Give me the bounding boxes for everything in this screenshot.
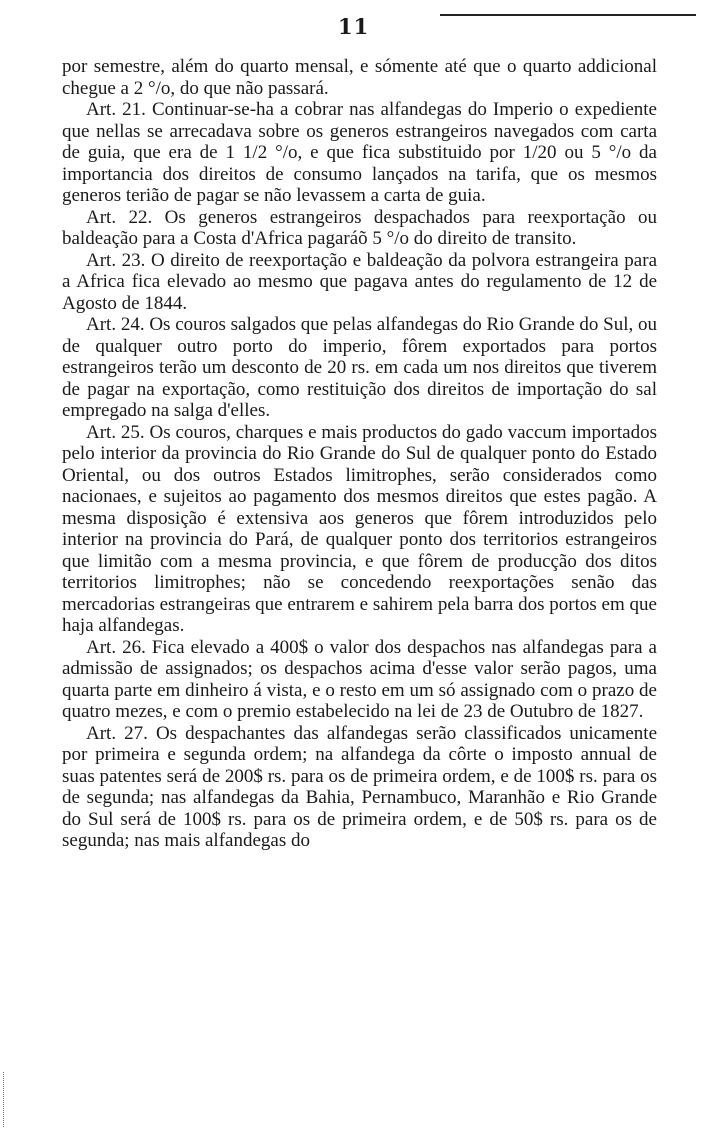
page-number: 11 xyxy=(338,14,370,39)
paragraph-art-24: Art. 24. Os couros salgados que pelas alfandegas do Rio Grande do Sul, ou de qualquer outro porto do imperio, fôrem exportados para portos estrangeiros terão um desconto de 20 rs. em cada um nos direitos que tiverem de pagar na exportação, como restituição dos direitos de importação do sal empregado na salga d'elles. xyxy=(62,314,657,421)
body-text xyxy=(62,56,657,852)
paragraph-art-25: Art. 25. Os couros, charques e mais productos do gado vaccum importados pelo interior da provincia do Rio Grande do Sul de qualquer ponto do Estado Oriental, ou dos outros Estados limitrophes, serão considerados como nacionaes, e sujeitos ao pagamento dos mesmos direitos que estes pagão. A mesma disposição é extensiva aos generos que fôrem introduzidos pelo interior na provincia do Pará, de qualquer ponto dos territorios estrangeiros que limitão com a mesma provincia, e que fôrem de producção dos ditos territorios limitrophes; não se concedendo reexportações senão das mercadorias estrangeiras que entrarem e sahirem pela barra dos portos em que haja alfandegas. xyxy=(62,421,657,636)
paragraph-art-21: Art. 21. Continuar-se-ha a cobrar nas alfandegas do Imperio o expediente que nellas se arrecadava sobre os generos estrangeiros navegados com carta de guia, que era de 1 1/2 °/o, e que fica substituido por 1/20 ou 5 °/o da importancia dos direitos de consumo lançados na tarifa, que os mesmos generos terião de pagar se não levassem a carta de guia. xyxy=(62,99,657,206)
paragraph-continuation: por semestre, além do quarto mensal, e sómente até que o quarto addicional chegue a 2 °/o, do que não passará. xyxy=(62,56,657,99)
paragraph-art-22: Art. 22. Os generos estrangeiros despachados para reexportação ou baldeação para a Costa d'Africa pagaráõ 5 °/o do direito de transito. xyxy=(62,206,657,249)
margin-marks xyxy=(3,1072,8,1127)
paragraph-art-26: Art. 26. Fica elevado a 400$ o valor dos despachos nas alfandegas para a admissão de assignados; os despachos acima d'esse valor serão pagos, uma quarta parte em dinheiro á vista, e o resto em um só assignado com o prazo de quatro mezes, e com o premio estabelecido na lei de 23 de Outubro de 1827. xyxy=(62,636,657,722)
paragraph-art-27: Art. 27. Os despachantes das alfandegas serão classificados unicamente por primeira e segunda ordem; na alfandega da côrte o imposto annual de suas patentes será de 200$ rs. para os de primeira ordem, e de 100$ rs. para os de segunda; nas alfandegas da Bahia, Pernambuco, Maranhão e Rio Grande do Sul será de 100$ rs. para os de primeira ordem, e de 50$ rs. para os de segunda; nas mais alfandegas do xyxy=(62,722,657,851)
header-rule xyxy=(440,14,696,16)
paragraph-art-23: Art. 23. O direito de reexportação e baldeação da polvora estrangeira para a Africa fica elevado ao mesmo que pagava antes do regulamento de 12 de Agosto de 1844. xyxy=(62,249,657,314)
